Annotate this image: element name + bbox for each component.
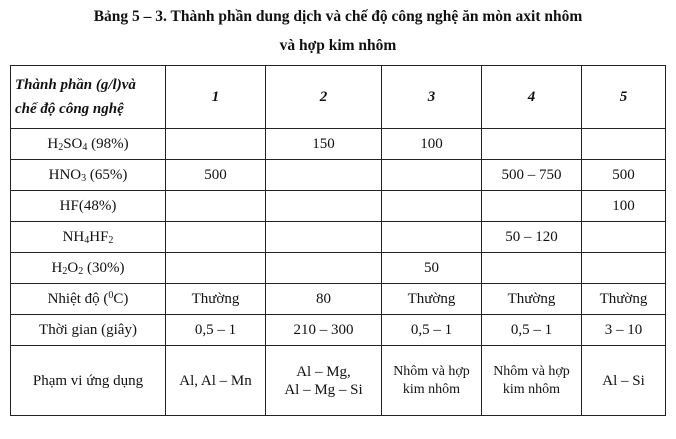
row-label-h2o2 (11, 253, 166, 284)
row-label-h2so4 (11, 129, 166, 160)
header-corner-line-1: Thành phần (g/l)và (15, 77, 136, 93)
table-cell (482, 346, 582, 416)
table-cell: Thường (582, 284, 666, 315)
column-header-5: 5 (582, 66, 666, 129)
label-part: O (67, 260, 79, 276)
label-part: H (51, 260, 63, 276)
table-cell (482, 129, 582, 160)
label-part: NH (62, 229, 85, 245)
table-cell: 0,5 – 1 (382, 315, 482, 346)
column-header-3: 3 (382, 66, 482, 129)
table-cell: Thường (482, 284, 582, 315)
table-cell (266, 191, 382, 222)
table-cell (166, 222, 266, 253)
table-cell (266, 222, 382, 253)
table-row-h2o2 (11, 253, 666, 284)
table-row-nh4hf2 (11, 222, 666, 253)
table-cell (166, 191, 266, 222)
table-title-line-1: Bảng 5 – 3. Thành phần dung dịch và chế độ công nghệ ăn mòn axit nhôm (93, 8, 583, 25)
table-cell: 50 (382, 253, 482, 284)
cell-line: kim nhôm (402, 381, 461, 397)
label-part: (98%) (87, 136, 129, 152)
label-part: C) (113, 291, 129, 307)
table-row-application (11, 346, 666, 416)
label-subscript: 3 (81, 173, 87, 184)
label-part: H (47, 136, 59, 152)
label-subscript: 4 (82, 142, 88, 153)
header-corner-line-2: chế độ công nghệ (15, 101, 124, 117)
table-cell (482, 253, 582, 284)
table-cell (266, 346, 382, 416)
row-label-temperature (11, 284, 166, 315)
cell-line: kim nhôm (502, 381, 561, 397)
table-cell: 500 (166, 160, 266, 191)
label-part: (65%) (86, 167, 128, 183)
label-subscript: 2 (62, 266, 68, 277)
table-cell: Thường (382, 284, 482, 315)
label-part: (30%) (83, 260, 125, 276)
label-subscript: 2 (58, 142, 64, 153)
table-cell (582, 129, 666, 160)
table-row-hf (11, 191, 666, 222)
table-cell: Al, Al – Mn (166, 346, 266, 416)
table-cell (266, 160, 382, 191)
table-cell (382, 222, 482, 253)
label-subscript: 2 (108, 235, 114, 246)
column-header-2: 2 (266, 66, 382, 129)
table-cell: 210 – 300 (266, 315, 382, 346)
table-cell: 100 (382, 129, 482, 160)
label-part: Nhiệt độ ( (47, 291, 109, 307)
table-cell (166, 129, 266, 160)
label-subscript: 2 (78, 266, 84, 277)
row-label-application: Phạm vi ứng dụng (11, 346, 166, 416)
table-cell: Al – Si (582, 346, 666, 416)
table-cell (166, 253, 266, 284)
table-title-line-2: và hợp kim nhôm (279, 37, 397, 54)
cell-line: Al – Mg – Si (284, 381, 363, 398)
table-cell (582, 222, 666, 253)
table-cell: 500 – 750 (482, 160, 582, 191)
cell-line: Nhôm và hợp (393, 363, 470, 379)
column-header-4: 4 (482, 66, 582, 129)
table-cell: 80 (266, 284, 382, 315)
table-cell: 3 – 10 (582, 315, 666, 346)
table-cell (382, 346, 482, 416)
row-label-hf: HF(48%) (11, 191, 166, 222)
label-part: HNO (48, 167, 82, 183)
table-cell: 100 (582, 191, 666, 222)
cell-line: Al – Mg, (296, 363, 351, 380)
table-cell (266, 253, 382, 284)
label-subscript: 4 (84, 235, 90, 246)
table-cell (582, 253, 666, 284)
column-header-1: 1 (166, 66, 266, 129)
header-row (11, 66, 666, 129)
etching-table (10, 65, 666, 416)
row-label-hno3 (11, 160, 166, 191)
header-corner-cell (11, 66, 166, 129)
row-label-nh4hf2 (11, 222, 166, 253)
cell-line: Nhôm và hợp (493, 363, 570, 379)
table-row-temperature (11, 284, 666, 315)
label-part: HF (89, 229, 109, 245)
table-row-hno3 (11, 160, 666, 191)
table-row-h2so4 (11, 129, 666, 160)
table-row-time (11, 315, 666, 346)
table-cell: 0,5 – 1 (482, 315, 582, 346)
table-cell (482, 191, 582, 222)
row-label-time: Thời gian (giây) (11, 315, 166, 346)
table-cell: Thường (166, 284, 266, 315)
table-cell: 500 (582, 160, 666, 191)
label-part: SO (63, 136, 83, 152)
table-cell: 50 – 120 (482, 222, 582, 253)
table-cell: 150 (266, 129, 382, 160)
table-cell: 0,5 – 1 (166, 315, 266, 346)
table-cell (382, 160, 482, 191)
table-cell (382, 191, 482, 222)
label-superscript: 0 (108, 290, 114, 301)
